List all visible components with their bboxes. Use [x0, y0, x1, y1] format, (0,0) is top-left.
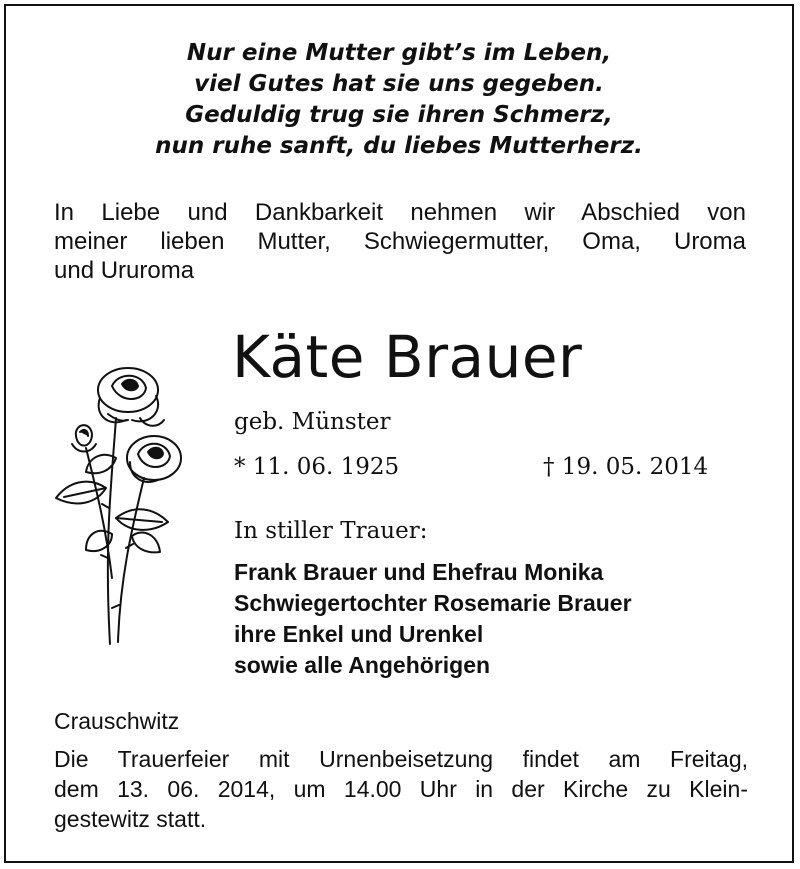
mourner: sowie alle Angehörigen — [234, 652, 491, 678]
mourner: Schwiegertochter Rosemarie Brauer — [234, 590, 632, 616]
deceased-name: Käte Brauer — [232, 323, 583, 391]
intro-line: und Ururoma — [54, 257, 195, 284]
place: Crauschwitz — [54, 708, 180, 734]
service-line: Die Trauerfeier mit Urnenbeisetzung findet am Freitag, — [54, 746, 748, 772]
poem — [6, 38, 792, 162]
rose-icon — [46, 358, 186, 650]
death-date: † 19. 05. 2014 — [543, 454, 709, 480]
birth-name: geb. Münster — [234, 409, 391, 435]
intro-line: meiner lieben Mutter, Schwiegermutter, Oma, Uroma — [54, 228, 746, 255]
birth-date: * 11. 06. 1925 — [234, 454, 400, 480]
service-line: gestewitz statt. — [54, 806, 207, 832]
poem-line: Geduldig trug sie ihren Schmerz, — [185, 102, 613, 128]
mourners-list — [234, 557, 632, 681]
service-line: dem 13. 06. 2014, um 14.00 Uhr in der Kirche zu Klein- — [54, 776, 748, 802]
mourner: Frank Brauer und Ehefrau Monika — [234, 559, 604, 585]
poem-line: viel Gutes hat sie uns gegeben. — [194, 71, 604, 97]
intro-line: In Liebe und Dankbarkeit nehmen wir Abschied von — [54, 199, 746, 226]
service-info — [54, 744, 748, 834]
mourning-label: In stiller Trauer: — [234, 518, 428, 544]
intro-text — [54, 198, 746, 285]
obituary-notice — [4, 4, 794, 863]
poem-line: nun ruhe sanft, du liebes Mutterherz. — [155, 133, 643, 159]
mourner: ihre Enkel und Urenkel — [234, 621, 484, 647]
poem-line: Nur eine Mutter gibt’s im Leben, — [186, 40, 612, 66]
